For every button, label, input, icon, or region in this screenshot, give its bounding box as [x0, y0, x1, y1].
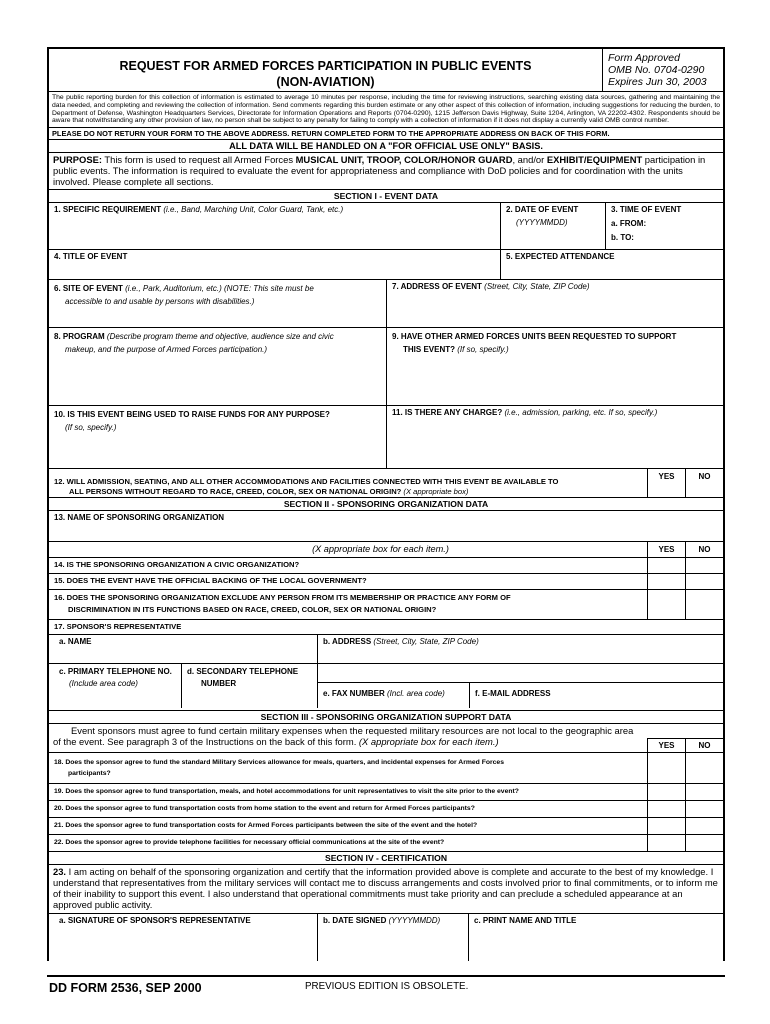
item21-label: 21. Does the sponsor agree to fund transportation costs for Armed Forces participants between the site of the event and the hotel? [54, 822, 478, 830]
section3-yes-header: YES [647, 738, 685, 752]
row-item-23abc [49, 913, 723, 961]
item19-no-box[interactable] [685, 784, 723, 800]
obsolete-notice: PREVIOUS EDITION IS OBSOLETE. [305, 981, 469, 992]
row-item-19 [49, 783, 723, 800]
omb-approved: Form Approved [608, 52, 680, 64]
item23-number: 23. [53, 866, 67, 878]
item7-label: 7. ADDRESS OF EVENT [392, 282, 485, 292]
fouo-banner: ALL DATA WILL BE HANDLED ON A "FOR OFFICIAL USE ONLY" BASIS. [49, 139, 723, 152]
row-item-13 [49, 510, 723, 541]
section2-no-header: NO [685, 542, 723, 557]
email-address-field[interactable] [469, 683, 723, 708]
item2-hint: (YYYYMMDD) [516, 218, 568, 228]
sponsoring-org-name-field[interactable] [49, 511, 723, 541]
row-item-16 [49, 589, 723, 619]
form-title-line2: (NON-AVIATION) [276, 75, 375, 89]
expected-attendance-field[interactable] [500, 250, 723, 279]
row-items-4-5 [49, 249, 723, 279]
item8-hint: (Describe program theme and objective, audience size and civic [106, 332, 334, 342]
item6-label: 6. SITE OF EVENT [54, 284, 126, 294]
item17c-hint: (Include area code) [69, 679, 138, 689]
item11-label: 11. IS THERE ANY CHARGE? [392, 408, 505, 418]
section3-yn-header [647, 724, 723, 752]
form-frame [47, 47, 725, 961]
item17f-label: f. E-MAIL ADDRESS [475, 689, 551, 699]
item12-hint: (X appropriate box) [403, 487, 469, 497]
fund-raising-field[interactable] [49, 406, 386, 468]
purpose-label: PURPOSE: [53, 154, 102, 166]
form-id: DD FORM 2536, SEP 2000 [49, 981, 202, 995]
item9-label: 9. HAVE OTHER ARMED FORCES UNITS BEEN REQUESTED TO SUPPORT [392, 332, 677, 342]
item17b-label: b. ADDRESS [323, 637, 374, 647]
item15-label: 15. DOES THE EVENT HAVE THE OFFICIAL BACKING OF THE LOCAL GOVERNMENT? [54, 576, 367, 586]
item1-label: 1. SPECIFIC REQUIREMENT [54, 205, 164, 215]
row-section3-intro [49, 723, 723, 752]
row-items-6-7 [49, 279, 723, 327]
secondary-phone-field[interactable] [181, 664, 317, 708]
item10-hint: (If so, specify.) [65, 423, 117, 433]
item18-label: 18. Does the sponsor agree to fund the standard Military Services allowance for meals, quarters, and incidental expenses for Armed Forces [54, 759, 504, 767]
any-charge-field[interactable] [386, 406, 723, 468]
item8-label: 8. PROGRAM [54, 332, 107, 342]
item12-no-label: NO [698, 472, 711, 482]
row-item-18 [49, 752, 723, 783]
item12-no-box[interactable] [685, 469, 723, 497]
other-units-field[interactable] [386, 328, 723, 405]
date-signed-field[interactable] [317, 914, 468, 961]
item17a-label: a. NAME [59, 637, 92, 647]
item17c-label: c. PRIMARY TELEPHONE NO. [59, 667, 172, 677]
row-item-21 [49, 817, 723, 834]
item18-line2: participants? [68, 770, 111, 778]
purpose-text-c: participation in public events. The information is required to evaluate the event for appropriateness and compliance with DoD policies and for coordination with the units involved. Please complete all sections. [53, 154, 706, 188]
specific-requirement-field[interactable] [49, 203, 500, 249]
item3-label: 3. TIME OF EVENT [611, 205, 682, 215]
item15-yes-box[interactable] [647, 574, 685, 589]
item14-label: 14. IS THE SPONSORING ORGANIZATION A CIVIC ORGANIZATION? [54, 560, 300, 570]
item22-label: 22. Does the sponsor agree to provide telephone facilities for necessary official communications at the site of the event? [54, 839, 445, 847]
section4-title: SECTION IV - CERTIFICATION [49, 851, 723, 864]
row-items-8-9 [49, 327, 723, 405]
row-item-14 [49, 557, 723, 573]
item7-hint: (Street, City, State, ZIP Code) [484, 282, 590, 292]
certification-text [49, 864, 723, 913]
time-from-label: a. FROM: [611, 219, 647, 229]
item12-label: 12. WILL ADMISSION, SEATING, AND ALL OTHER ACCOMMODATIONS AND FACILITIES CONNECTED WITH THIS EVENT BE AVAILABLE TO [54, 477, 559, 487]
item5-label: 5. EXPECTED ATTENDANCE [506, 252, 615, 262]
purpose-text-a: This form is used to request all Armed Forces [101, 154, 296, 166]
item12-yes-box[interactable] [647, 469, 685, 497]
item16-label: 16. DOES THE SPONSORING ORGANIZATION EXCLUDE ANY PERSON FROM ITS MEMBERSHIP OR PRACTICE ANY FORM OF [54, 593, 511, 603]
item18-text [49, 753, 647, 783]
section3-no-header: NO [685, 738, 723, 752]
item20-no-box[interactable] [685, 801, 723, 817]
purpose-statement [49, 152, 723, 189]
item6-hint: (i.e., Park, Auditorium, etc.) (NOTE: This site must be [125, 284, 314, 294]
row-items-10-11 [49, 405, 723, 468]
item17d-label: d. SECONDARY TELEPHONE [187, 667, 299, 677]
section3-title: SECTION III - SPONSORING ORGANIZATION SUPPORT DATA [49, 710, 723, 723]
item23c-label: c. PRINT NAME AND TITLE [474, 916, 577, 926]
item8-hint2: makeup, and the purpose of Armed Forces participation.) [65, 345, 268, 355]
omb-expiration: Expires Jun 30, 2003 [608, 76, 707, 88]
item21-yes-box[interactable] [647, 818, 685, 834]
item16-text [49, 590, 647, 619]
form-page [47, 47, 725, 961]
item1-hint: (i.e., Band, Marching Unit, Color Guard, Tank, etc.) [163, 205, 344, 215]
item14-yes-box[interactable] [647, 558, 685, 573]
fax-email-group [317, 664, 723, 708]
item17e-hint: (Incl. area code) [387, 689, 445, 699]
time-of-event-field[interactable] [605, 203, 723, 249]
row-item-17ab [49, 634, 723, 663]
item13-label: 13. NAME OF SPONSORING ORGANIZATION [54, 513, 225, 523]
item23b-hint: (YYYYMMDD) [388, 916, 441, 926]
item9-line2: THIS EVENT? [403, 345, 458, 355]
item16-no-box[interactable] [685, 590, 723, 619]
section3-para: Event sponsors must agree to fund certain military expenses when the requested military resources are not local to the geographic area of the event. See paragraph 3 of the Instructions on the back of this form. [53, 725, 634, 748]
signature-field[interactable] [49, 914, 317, 961]
item22-no-box[interactable] [685, 835, 723, 851]
row-item-22 [49, 834, 723, 851]
row-items-1-3 [49, 202, 723, 249]
purpose-bold-b: EXHIBIT/EQUIPMENT [546, 154, 643, 166]
item20-label: 20. Does the sponsor agree to fund transportation costs from home station to the event and return for Armed Forces participants? [54, 805, 475, 813]
item21-no-box[interactable] [685, 818, 723, 834]
time-to-label: b. TO: [611, 233, 634, 243]
form-header [49, 49, 723, 91]
item23a-label: a. SIGNATURE OF SPONSOR'S REPRESENTATIVE [59, 916, 251, 926]
row-item-17cdef [49, 663, 723, 708]
omb-number: OMB No. 0704-0290 [608, 64, 705, 76]
row-item-12 [49, 468, 723, 497]
form-title-line1: REQUEST FOR ARMED FORCES PARTICIPATION IN PUBLIC EVENTS [119, 59, 532, 73]
item4-label: 4. TITLE OF EVENT [54, 252, 128, 262]
purpose-bold-a: MUSICAL UNIT, TROOP, COLOR/HONOR GUARD [295, 154, 513, 166]
item12-yes-label: YES [658, 472, 675, 482]
item14-no-box[interactable] [685, 558, 723, 573]
item6-hint2: accessible to and usable by persons with disabilities.) [65, 297, 255, 307]
address-of-event-field[interactable] [386, 280, 723, 327]
rep-address-field[interactable] [317, 635, 723, 663]
form-footer [47, 975, 725, 1017]
section2-title: SECTION II - SPONSORING ORGANIZATION DATA [49, 497, 723, 510]
row-item-17 [49, 619, 723, 634]
item19-label: 19. Does the sponsor agree to fund transportation, meals, and hotel accommodations for unit representatives to visit the site prior to the event? [54, 788, 519, 796]
row-section2-yn-header [49, 541, 723, 557]
section2-yes-header: YES [647, 542, 685, 557]
item17e-label: e. FAX NUMBER [323, 689, 388, 699]
rep-name-field[interactable] [49, 635, 317, 663]
primary-phone-field[interactable] [49, 664, 181, 708]
item16-yes-box[interactable] [647, 590, 685, 619]
item12-text [49, 469, 647, 497]
item12-line2: ALL PERSONS WITHOUT REGARD TO RACE, CREED, COLOR, SEX OR NATIONAL ORIGIN? [69, 487, 404, 497]
omb-box [602, 49, 723, 91]
item23b-label: b. DATE SIGNED [323, 916, 389, 926]
site-of-event-field[interactable] [49, 280, 386, 327]
title-of-event-field[interactable] [49, 250, 500, 279]
item19-yes-box[interactable] [647, 784, 685, 800]
fax-number-field[interactable] [318, 683, 469, 708]
return-warning: PLEASE DO NOT RETURN YOUR FORM TO THE ABOVE ADDRESS. RETURN COMPLETED FORM TO THE APPROPRIATE ADDRESS ON BACK OF THIS FORM. [49, 127, 723, 139]
item17d-line2: NUMBER [201, 679, 237, 689]
item17-label: 17. SPONSOR'S REPRESENTATIVE [54, 622, 182, 632]
program-field[interactable] [49, 328, 386, 405]
item11-hint: (i.e., admission, parking, etc. If so, specify.) [504, 408, 658, 418]
print-name-title-field[interactable] [468, 914, 723, 961]
section2-x-hint: (X appropriate box for each item.) [312, 544, 449, 555]
row-item-20 [49, 800, 723, 817]
fax-email-row [318, 682, 723, 708]
item18-no-box[interactable] [685, 753, 723, 783]
item22-yes-box[interactable] [647, 835, 685, 851]
item2-label: 2. DATE OF EVENT [506, 205, 579, 215]
burden-notice: The public reporting burden for this collection of information is estimated to average 10 minutes per response, including the time for reviewing instructions, searching existing data sources, gathering and maintaining the data needed, and completing and reviewing the collection of information. Send comments regarding this burden estimate or any other aspect of this collection of information, including suggestions for reducing the burden, to Department of Defense, Washington Headquarters Services, Directorate for Information Operations and Reports (0704-0290), 1215 Jefferson Davis Highway, Suite 1204, Arlington, VA 22202-4302. Respondents should be aware that notwithstanding any other provision of law, no person shall be subject to any penalty for failing to comply with a collection of information if it does not display a currently valid OMB control number. [49, 91, 723, 127]
item10-label: 10. IS THIS EVENT BEING USED TO RAISE FUNDS FOR ANY PURPOSE? [54, 410, 330, 420]
item9-hint: (If so, specify.) [457, 345, 509, 355]
item15-no-box[interactable] [685, 574, 723, 589]
purpose-text-b: , and/or [512, 154, 547, 166]
item16-line2: DISCRIMINATION IN ITS FUNCTIONS BASED ON RACE, CREED, COLOR, SEX OR NATIONAL ORIGIN? [68, 605, 437, 615]
form-title [49, 49, 602, 91]
item18-yes-box[interactable] [647, 753, 685, 783]
section3-intro-text [49, 724, 647, 752]
item23-statement: I am acting on behalf of the sponsoring organization and certify that the information provided above is complete and accurate to the best of my knowledge. I understand that representatives from the military services will contact me to discuss arrangements and costs involved prior to final commitments, or to inform me of their inability to support this event. I also understand that operational commitments must take priority and can preclude a scheduled appearance at an approved public activity. [53, 866, 718, 911]
row-item-15 [49, 573, 723, 589]
item20-yes-box[interactable] [647, 801, 685, 817]
item17b-hint: (Street, City, State, ZIP Code) [373, 637, 479, 647]
section1-title: SECTION I - EVENT DATA [49, 189, 723, 202]
date-of-event-field[interactable] [500, 203, 605, 249]
section3-para-hint: (X appropriate box for each item.) [358, 736, 499, 748]
